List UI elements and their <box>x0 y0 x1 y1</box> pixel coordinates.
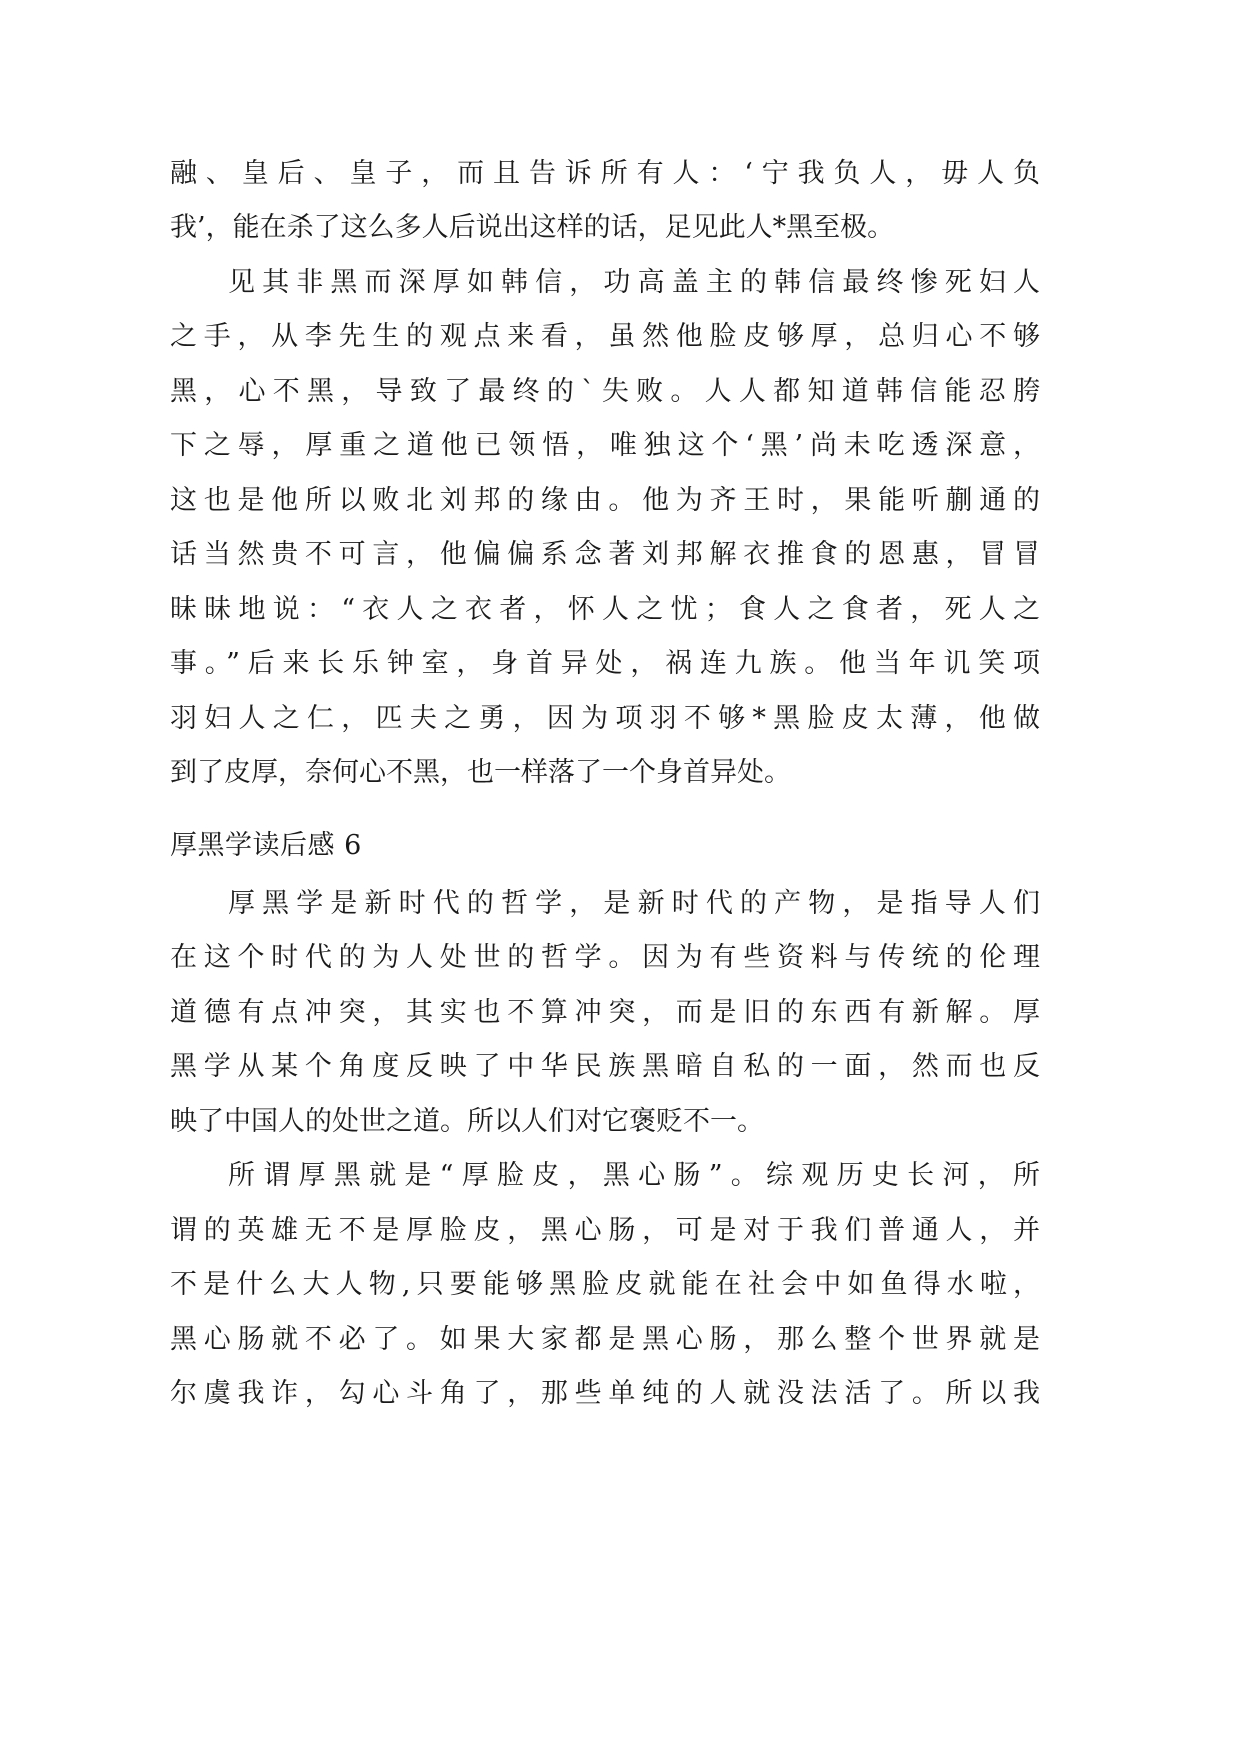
paragraph-line: 在这个时代的为人处世的哲学。因为有些资料与传统的伦理 <box>170 942 1040 973</box>
paragraph-line: 黑，心不黑，导致了最终的`失败。人人都知道韩信能忍胯 <box>170 376 1040 407</box>
paragraph-line: 道德有点冲突，其实也不算冲突，而是旧的东西有新解。厚 <box>170 997 1040 1028</box>
paragraph-line: 不是什么大人物,只要能够黑脸皮就能在社会中如鱼得水啦， <box>170 1269 1040 1300</box>
paragraph-line: 下之辱，厚重之道他已领悟，唯独这个‘黑’尚未吃透深意， <box>170 430 1040 461</box>
paragraph-line: 到了皮厚，奈何心不黑，也一样落了一个身首异处。 <box>170 757 791 788</box>
paragraph-line: 所谓厚黑就是“厚脸皮，黑心肠”。综观历史长河，所 <box>228 1160 1040 1191</box>
paragraph-line: 见其非黑而深厚如韩信，功高盖主的韩信最终惨死妇人 <box>228 267 1040 298</box>
paragraph-line: 融、皇后、皇子，而且告诉所有人：‘宁我负人，毋人负 <box>170 158 1040 189</box>
paragraph-line: 话当然贵不可言，他偏偏系念著刘邦解衣推食的恩惠，冒冒 <box>170 539 1040 570</box>
paragraph-line: 之手，从李先生的观点来看，虽然他脸皮够厚，总归心不够 <box>170 321 1040 352</box>
paragraph-line: 事。”后来长乐钟室，身首异处，祸连九族。他当年讥笑项 <box>170 648 1040 679</box>
paragraph-line: 昧昧地说：“衣人之衣者，怀人之忧；食人之食者，死人之 <box>170 594 1040 625</box>
paragraph-line: 我’，能在杀了这么多人后说出这样的话，足见此人*黑至极。 <box>170 212 895 243</box>
paragraph-line: 这也是他所以败北刘邦的缘由。他为齐王时，果能听蒯通的 <box>170 485 1040 516</box>
paragraph-line: 映了中国人的处世之道。所以人们对它褒贬不一。 <box>170 1106 764 1137</box>
paragraph-line: 谓的英雄无不是厚脸皮，黑心肠，可是对于我们普通人，并 <box>170 1215 1040 1246</box>
section-heading: 厚黑学读后感 6 <box>170 830 362 861</box>
paragraph-line: 尔虞我诈，勾心斗角了，那些单纯的人就没法活了。所以我 <box>170 1378 1040 1409</box>
paragraph-line: 黑心肠就不必了。如果大家都是黑心肠，那么整个世界就是 <box>170 1324 1040 1355</box>
paragraph-line: 羽妇人之仁，匹夫之勇，因为项羽不够*黑脸皮太薄，他做 <box>170 703 1040 734</box>
paragraph-line: 厚黑学是新时代的哲学，是新时代的产物，是指导人们 <box>228 888 1040 919</box>
paragraph-line: 黑学从某个角度反映了中华民族黑暗自私的一面，然而也反 <box>170 1051 1040 1082</box>
